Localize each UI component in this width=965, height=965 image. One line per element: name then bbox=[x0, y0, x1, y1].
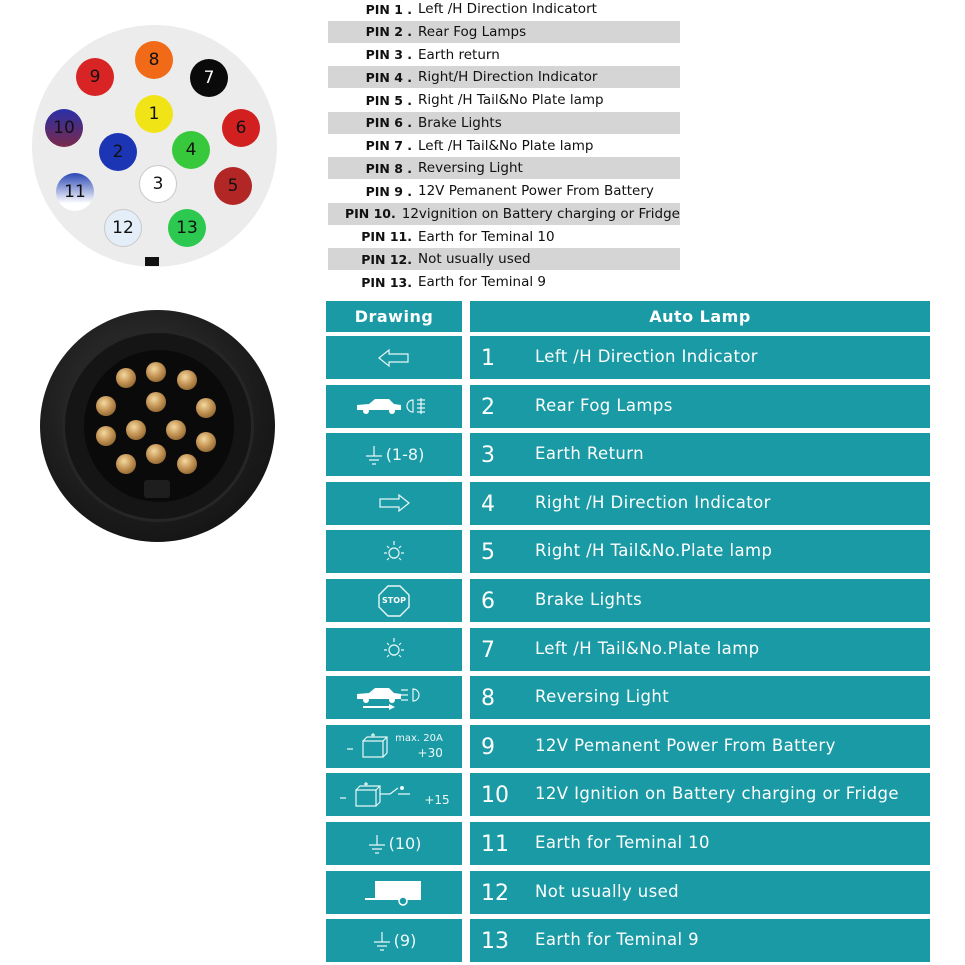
brass-pin bbox=[116, 454, 136, 474]
pin-id: PIN 8 . bbox=[365, 160, 412, 176]
pin-circle-1: 1 bbox=[135, 95, 173, 133]
lamp-description: Right /H Direction Indicator bbox=[535, 492, 771, 512]
auto-lamp-row-8 bbox=[470, 676, 930, 719]
pin-description: Earth return bbox=[418, 46, 500, 63]
brass-pin bbox=[96, 426, 116, 446]
pin-description: Right /H Tail&No Plate lamp bbox=[418, 92, 604, 108]
battery-switch-icon bbox=[338, 780, 422, 810]
pin-circle-11: 11 bbox=[56, 173, 94, 211]
auto-lamp-row-6 bbox=[470, 579, 930, 622]
pin-description: Left /H Direction Indicatort bbox=[418, 1, 597, 17]
connector-photo bbox=[40, 310, 275, 542]
lamp-description: Earth Return bbox=[535, 444, 645, 464]
pin-circle-7: 7 bbox=[190, 59, 228, 97]
pin-number: 6 bbox=[481, 589, 495, 614]
pin-number: 9 bbox=[481, 734, 495, 760]
max-current-label: max. 20A bbox=[395, 732, 443, 744]
pin-description: Not usually used bbox=[418, 251, 531, 268]
lamp-description: Brake Lights bbox=[535, 590, 643, 609]
pin-id: PIN 7 . bbox=[365, 138, 412, 153]
lamp-description: Rear Fog Lamps bbox=[535, 395, 673, 415]
lamp-description: Left /H Tail&No.Plate lamp bbox=[535, 638, 760, 658]
auto-lamp-row-11 bbox=[470, 822, 930, 865]
pin-id: PIN 1 . bbox=[365, 1, 412, 17]
drawing-cell-9 bbox=[326, 725, 462, 768]
auto-lamp-row-2 bbox=[470, 385, 930, 428]
lamp-description: Earth for Teminal 10 bbox=[535, 833, 710, 852]
lamp-description: Earth for Teminal 9 bbox=[535, 930, 700, 950]
pin-description: Earth for Teminal 9 bbox=[418, 274, 546, 290]
car-fog-lamp-icon bbox=[355, 395, 433, 417]
pin-description: Rear Fog Lamps bbox=[418, 23, 527, 40]
arrow-right-icon bbox=[377, 493, 411, 513]
pin-description: Brake Lights bbox=[418, 114, 502, 131]
pin-id: PIN 12. bbox=[361, 251, 412, 267]
ground-icon bbox=[364, 444, 384, 466]
socket-key-mark bbox=[145, 257, 159, 266]
pin-number: 3 bbox=[481, 443, 495, 469]
pin-list-row bbox=[328, 271, 680, 293]
drawing-cell-6 bbox=[326, 579, 462, 622]
pin-number: 12 bbox=[481, 880, 509, 906]
brass-pin bbox=[177, 370, 197, 390]
pin-list-row bbox=[328, 203, 680, 225]
drawing-cell-2 bbox=[326, 385, 462, 428]
pin-number: 2 bbox=[481, 394, 495, 420]
pin-circle-5: 5 bbox=[214, 167, 252, 205]
pin-circle-3: 3 bbox=[139, 165, 177, 203]
ground-icon bbox=[372, 930, 392, 952]
pin-description: Right/H Direction Indicator bbox=[418, 69, 598, 86]
auto-lamp-row-13 bbox=[470, 919, 930, 962]
drawing-cell-11 bbox=[326, 822, 462, 865]
lamp-description: Right /H Tail&No.Plate lamp bbox=[535, 541, 773, 561]
stop-sign-text: STOP bbox=[382, 596, 406, 605]
pin-color-diagram bbox=[32, 25, 277, 267]
pin-id: PIN 10. bbox=[344, 206, 396, 222]
pin-id: PIN 9 . bbox=[365, 183, 412, 199]
drawing-cell-12 bbox=[326, 871, 462, 914]
pin-id: PIN 5 . bbox=[365, 92, 412, 108]
pin-list-row bbox=[328, 157, 680, 179]
pin-number: 8 bbox=[481, 686, 495, 712]
pin-list-row bbox=[328, 112, 680, 134]
pin-id: PIN 6 . bbox=[365, 115, 412, 131]
lamp-description: Reversing Light bbox=[535, 687, 670, 707]
brass-pin bbox=[116, 368, 136, 388]
lamp-description: Not usually used bbox=[535, 881, 680, 901]
pin-list-row bbox=[328, 0, 680, 20]
car-reverse-light-icon bbox=[355, 684, 433, 712]
drawing-cell-10 bbox=[326, 773, 462, 816]
pin-description: Earth for Teminal 10 bbox=[418, 228, 555, 245]
auto-lamp-row-1 bbox=[470, 336, 930, 379]
brass-pin bbox=[96, 396, 116, 416]
pin-id: PIN 13. bbox=[361, 274, 412, 290]
pin-list-row bbox=[328, 89, 680, 111]
auto-lamp-row-9 bbox=[470, 725, 930, 768]
pin-circle-12: 12 bbox=[104, 209, 142, 247]
pin-id: PIN 11. bbox=[361, 229, 412, 244]
pin-number: 11 bbox=[481, 832, 509, 857]
drawing-label: +15 bbox=[424, 792, 450, 807]
auto-lamp-row-7 bbox=[470, 628, 930, 671]
pin-list-row bbox=[328, 180, 680, 202]
pin-number: 4 bbox=[481, 491, 495, 517]
lamp-description: 12V Ignition on Battery charging or Fridge bbox=[535, 784, 899, 804]
connector-notch bbox=[144, 480, 170, 498]
pin-list-row bbox=[328, 44, 680, 66]
arrow-left-icon bbox=[377, 348, 411, 368]
auto-lamp-row-12 bbox=[470, 871, 930, 914]
brass-pin bbox=[166, 420, 186, 440]
drawing-cell-8 bbox=[326, 676, 462, 719]
pin-description: 12vignition on Battery charging or Fridge bbox=[401, 205, 680, 222]
pin-number: 10 bbox=[481, 783, 509, 809]
pin-circle-13: 13 bbox=[168, 209, 206, 247]
pin-circle-9: 9 bbox=[76, 58, 114, 96]
brass-pin bbox=[146, 362, 166, 382]
lamp-icon bbox=[380, 538, 408, 566]
battery-icon bbox=[345, 731, 393, 761]
drawing-cell-1 bbox=[326, 336, 462, 379]
auto-lamp-row-3 bbox=[470, 433, 930, 476]
auto-lamp-row-5 bbox=[470, 530, 930, 573]
pin-circle-8: 8 bbox=[135, 41, 173, 79]
pin-list-row bbox=[328, 21, 680, 43]
pin-number: 7 bbox=[481, 637, 495, 663]
pin-list-row bbox=[328, 248, 680, 270]
drawing-cell-3 bbox=[326, 433, 462, 476]
drawing-cell-13 bbox=[326, 919, 462, 962]
brass-pin bbox=[146, 392, 166, 412]
auto-lamp-row-10 bbox=[470, 773, 930, 816]
lamp-description: Left /H Direction Indicator bbox=[535, 347, 758, 366]
trailer-icon bbox=[363, 877, 425, 907]
drawing-label: (10) bbox=[388, 834, 422, 853]
pin-list-row bbox=[328, 226, 680, 248]
pin-list-row bbox=[328, 135, 680, 157]
pin-number: 13 bbox=[481, 929, 509, 955]
drawing-cell-5 bbox=[326, 530, 462, 573]
brass-pin bbox=[146, 444, 166, 464]
header-auto-lamp: Auto Lamp bbox=[470, 301, 930, 332]
brass-pin bbox=[177, 454, 197, 474]
pin-number: 1 bbox=[481, 346, 495, 371]
pin-list-row bbox=[328, 66, 680, 88]
drawing-cell-4 bbox=[326, 482, 462, 525]
pin-id: PIN 4 . bbox=[365, 69, 412, 85]
pin-id: PIN 3 . bbox=[365, 47, 412, 62]
pin-description: 12V Pemanent Power From Battery bbox=[418, 183, 654, 199]
pin-circle-10: 10 bbox=[45, 109, 83, 147]
lamp-description: 12V Pemanent Power From Battery bbox=[535, 735, 836, 755]
brass-pin bbox=[196, 432, 216, 452]
header-drawing: Drawing bbox=[326, 301, 462, 332]
stop-sign-icon bbox=[377, 584, 411, 618]
pin-circle-6: 6 bbox=[222, 109, 260, 147]
pin-circle-2: 2 bbox=[99, 133, 137, 171]
pin-id: PIN 2 . bbox=[365, 24, 412, 40]
pin-number: 5 bbox=[481, 540, 495, 566]
pin-description: Reversing Light bbox=[418, 160, 523, 177]
lamp-icon bbox=[380, 635, 408, 663]
drawing-label: (1-8) bbox=[385, 445, 425, 465]
brass-pin bbox=[196, 398, 216, 418]
drawing-label: (9) bbox=[393, 931, 417, 951]
drawing-cell-7 bbox=[326, 628, 462, 671]
ground-icon bbox=[367, 833, 387, 855]
terminal-label: +30 bbox=[417, 745, 443, 760]
pin-circle-4: 4 bbox=[172, 131, 210, 169]
pin-description: Left /H Tail&No Plate lamp bbox=[418, 137, 594, 154]
brass-pin bbox=[126, 420, 146, 440]
auto-lamp-row-4 bbox=[470, 482, 930, 525]
